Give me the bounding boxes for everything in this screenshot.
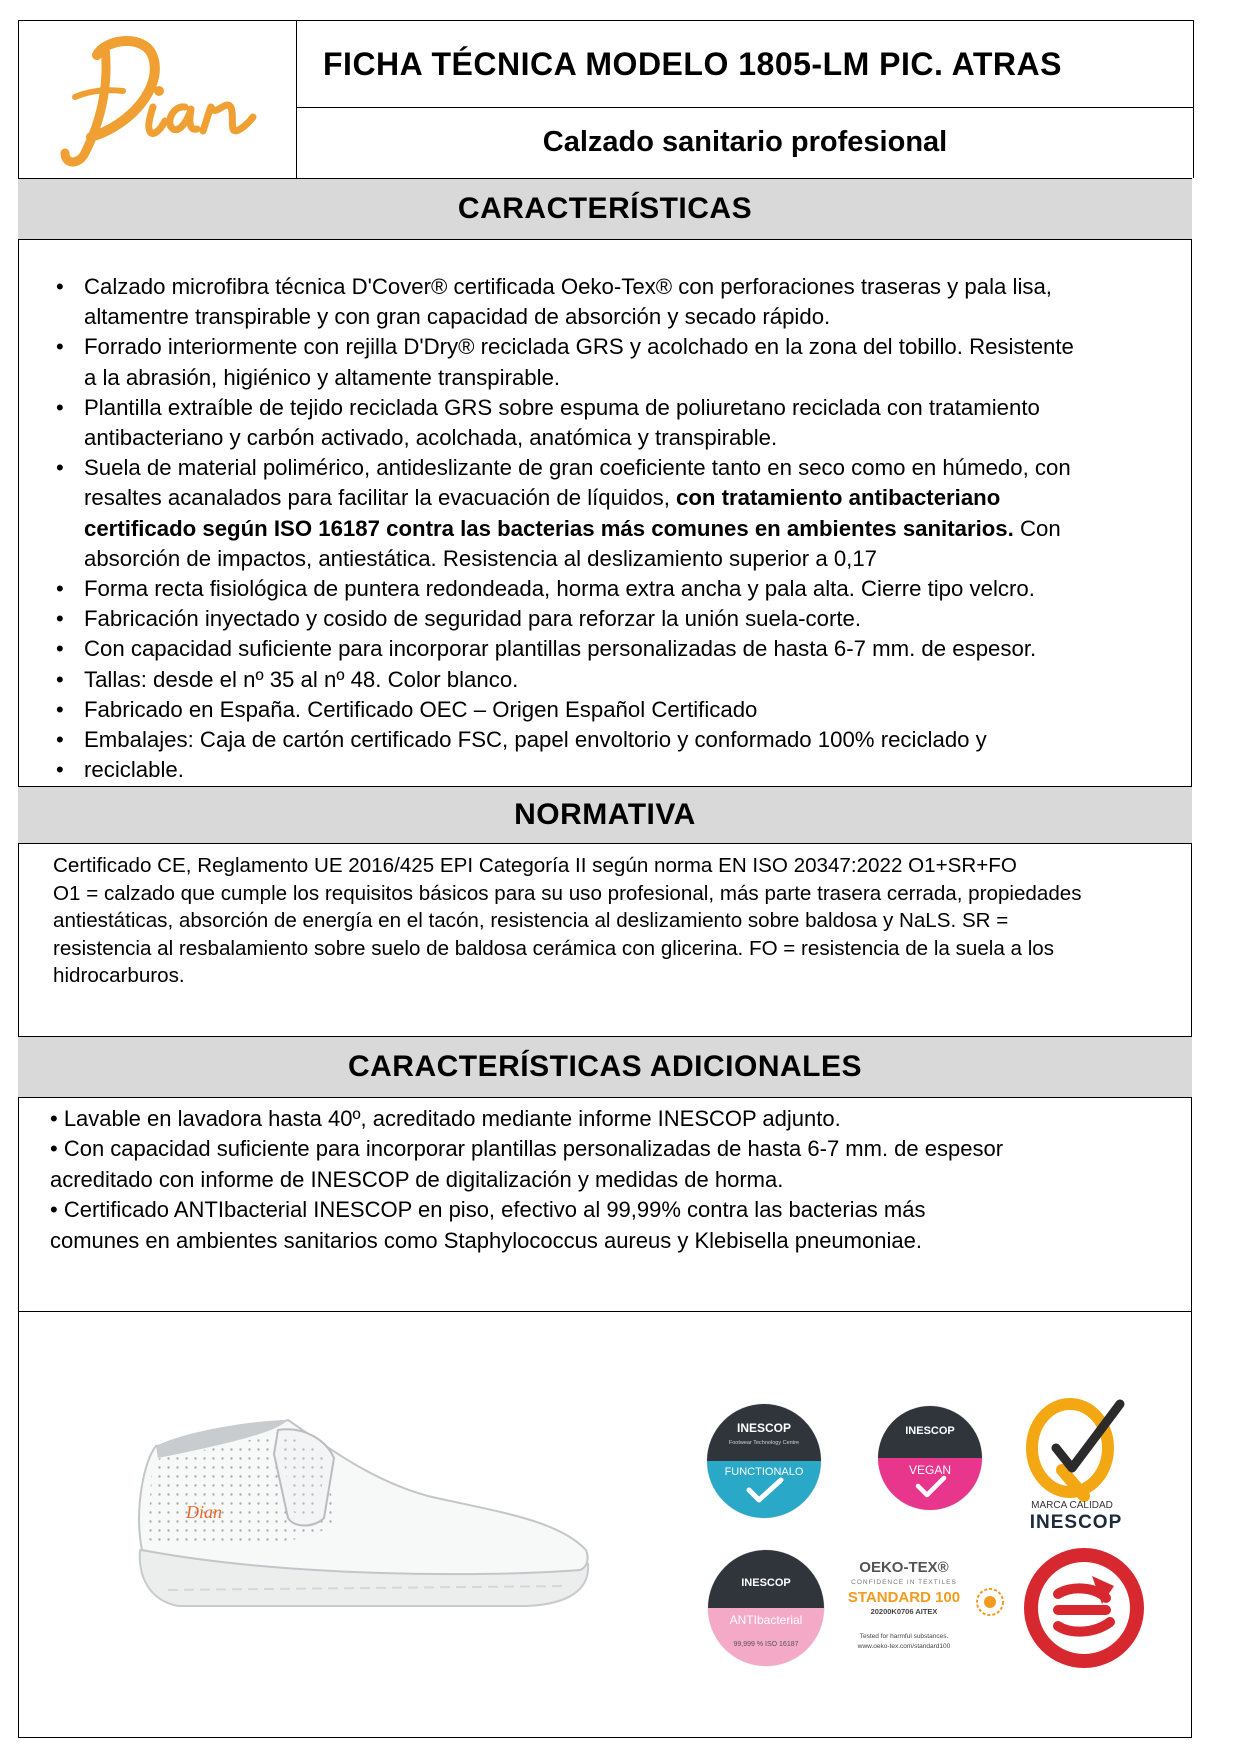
inescop-functional-badge: [705, 1402, 823, 1520]
list-item: • Fabricación inyectado y cosido de seguridad para reforzar la unión suela-corte.: [54, 604, 1214, 634]
norm-heading: NORMATIVA: [18, 786, 1192, 844]
svg-text:INESCOP: INESCOP: [741, 1577, 791, 1589]
svg-text:MARCA CALIDAD: MARCA CALIDAD: [1031, 1500, 1113, 1511]
features-heading: CARACTERÍSTICAS: [18, 178, 1192, 240]
norm-text: Certificado CE, Reglamento UE 2016/425 EPI Categoría II según norma EN ISO 20347:2022 O1+SR+FO O1 = calzado que cumple los requisitos básicos para su uso profesional, más parte trasera cerrada, propiedades antiestáticas, absorción de energía en el tacón, resistencia al deslizamiento sobre baldosa y NaLS. SR = resistencia al resbalamiento sobre suelo de baldosa cerámica con glicerina. FO = resistencia de la suela a los hidrocarburos.: [53, 854, 1082, 987]
extra-item: • Lavable en lavadora hasta 40º, acreditado mediante informe INESCOP adjunto.: [50, 1106, 841, 1131]
oec-origen-espanol-seal: [1022, 1546, 1146, 1670]
oekotex-flower-icon: [977, 1589, 1003, 1615]
extra-item: • Certificado ANTIbacterial INESCOP en piso, efectivo al 99,99% contra las bacterias más comunes en ambientes sanitarios como Staphylococcus aureus y Klebisella pneumoniae.: [50, 1197, 926, 1253]
list-item: • Forrado interiormente con rejilla D'Dry® reciclada GRS y acolchado en la zona del tobillo. Resistente a la abrasión, higiénico y altamente transpirable.: [54, 332, 1214, 392]
inescop-vegan-badge: [876, 1404, 984, 1512]
features-list: [54, 272, 1214, 785]
svg-text:Footwear Technology Centre: Footwear Technology Centre: [728, 1440, 800, 1446]
svg-text:ANTIbacterial: ANTIbacterial: [729, 1613, 803, 1627]
svg-text:STANDARD 100: STANDARD 100: [847, 1589, 961, 1606]
divider: [18, 1311, 1192, 1312]
oekotex-standard-100-label: [838, 1556, 1018, 1666]
svg-text:99,999 % ISO 16187: 99,999 % ISO 16187: [733, 1641, 799, 1648]
svg-text:INESCOP: INESCOP: [1029, 1512, 1123, 1533]
svg-text:www.oeko-tex.com/standard100: www.oeko-tex.com/standard100: [857, 1643, 951, 1650]
svg-text:FUNCTIONALO: FUNCTIONALO: [724, 1466, 804, 1478]
list-item: • Plantilla extraíble de tejido reciclada GRS sobre espuma de poliuretano reciclada con tratamiento antibacteriano y carbón activado, acolchada, anatómica y transpirable.: [54, 393, 1214, 453]
svg-text:INESCOP: INESCOP: [736, 1421, 792, 1435]
feature-bold-text: con tratamiento antibacteriano certificado según ISO 16187 contra las bacterias más comunes en ambientes sanitarios.: [84, 485, 1014, 541]
list-item: • Embalajes: Caja de cartón certificado FSC, papel envoltorio y conformado 100% reciclado y: [54, 725, 1214, 755]
list-item: • Con capacidad suficiente para incorporar plantillas personalizadas de hasta 6-7 mm. de espesor.: [54, 634, 1214, 664]
list-item: • Forma recta fisiológica de puntera redondeada, horma extra ancha y pala alta. Cierre tipo velcro.: [54, 574, 1214, 604]
page-title: FICHA TÉCNICA MODELO 1805-LM PIC. ATRAS: [323, 45, 1062, 82]
page-subtitle: Calzado sanitario profesional: [542, 126, 948, 158]
logo-cell: [18, 20, 297, 179]
svg-text:VEGAN: VEGAN: [908, 1463, 952, 1477]
list-item: • Calzado microfibra técnica D'Cover® certificada Oeko-Tex® con perforaciones traseras y pala lisa, altamentre transpirable y con gran capacidad de absorción y secado rápido.: [54, 272, 1214, 332]
marca-calidad-inescop-logo: [1012, 1396, 1142, 1534]
svg-text:CONFIDENCE IN TEXTILES: CONFIDENCE IN TEXTILES: [851, 1579, 957, 1586]
svg-text:INESCOP: INESCOP: [905, 1425, 955, 1437]
shoe-image: [128, 1400, 598, 1630]
extra-item: • Con capacidad suficiente para incorporar plantillas personalizadas de hasta 6-7 mm. de espesor acreditado con informe de INESCOP de digitalización y medidas de horma.: [50, 1136, 1004, 1192]
svg-text:20200K0706 AITEX: 20200K0706 AITEX: [870, 1607, 938, 1616]
title-cell: [296, 20, 1194, 108]
dian-logo: [35, 25, 285, 175]
list-item: • reciclable.: [54, 755, 1214, 785]
list-item: • Tallas: desde el nº 35 al nº 48. Color blanco.: [54, 665, 1214, 695]
list-item: • Fabricado en España. Certificado OEC – Origen Español Certificado: [54, 695, 1214, 725]
subtitle-cell: [296, 107, 1194, 178]
feature-text: Con absorción de impactos, antiestática. Resistencia al deslizamiento superior a 0,17: [84, 515, 1061, 571]
extra-text: [50, 1104, 1190, 1256]
extra-heading: CARACTERÍSTICAS ADICIONALES: [18, 1036, 1192, 1098]
svg-text:Tested for harmful substances.: Tested for harmful substances.: [859, 1633, 949, 1640]
inescop-antibacterial-badge: [706, 1548, 826, 1668]
svg-text:OEKO-TEX®: OEKO-TEX®: [859, 1559, 949, 1576]
svg-text:Dian: Dian: [186, 1502, 222, 1522]
list-item: [54, 453, 1214, 574]
feature-text: Suela de material polimérico, antideslizante de gran coeficiente tanto en seco como en húmedo, con resaltes acanalados para facilitar la evacuación de líquidos,: [84, 455, 1071, 511]
